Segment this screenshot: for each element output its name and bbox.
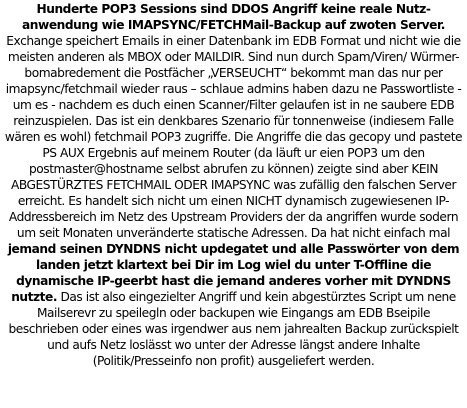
- article-body-part2: Das ist also eingezielter Angriff und kein abgestürztes Script um nene Mailserevr zu speilegln oder backupen wie Eingangs am EDB Bseipile beschrieben oder eines was irgendwer aus nem jahrealten Backup zurückspielt und aufs Netz loslässt wo unter der Adresse längst andere Inhalte (Politik/Presseinfo non profit) ausgeliefert werden.: [8, 290, 459, 368]
- article-text: [3, 1, 464, 369]
- article-body-bold: jemand seinen DYNDNS nicht updegatet und alle Passwörter von dem landen jetzt klartext bei Dir im Log wiel du unter T-Offline die dynamische IP-geerbt hast die jemand anderes vorher mit DYNDNS nutzte.: [7, 242, 460, 304]
- article-body-part1: Exchange speichert Emails in einer Datenbank im EDB Format und nicht wie die meisten anderen als MBOX oder MAILDIR. Sind nun durch Spam/Viren/ Würmer-bomabredement die Postfächer „VERSEUCHT“ bekommt man das nur per imapsync/fetchmail wieder raus – schlaue admins haben dazu ne Passwortliste - um es - nachdem es duch einen Scanner/Filter gelaufen ist in ne saubere EDB reinzuspielen. Das ist ein denkbares Szenario für tonnenweise (indiesem Falle wären es wohl) fetchmail POP3 zugriffe. Die Angriffe die das gecopy und pastete PS AUX Ergebnis auf meinem Router (da läuft ur eien POP3 um den postmaster@hostname selbst abrufen zu können) zeigte sind aber KEIN ABGESTÜRZTES FETCHMAIL ODER IMAPSYNC was zufällig den falschen Server erreicht. Es handelt sich nicht um einen NICHT dynamisch zugewiesenen IP-Addressbereich im Netz des Upstream Providers der da angriffen wurde sodern um seit Monaten unveränderte statische Adressen. Da hat nicht einfach mal: [4, 34, 463, 240]
- article-title: Hunderte POP3 Sessions sind DDOS Angriff keine reale Nutz- anwendung wie IMAPSYNC/FETCHMail-Backup auf zwoten Server.: [22, 2, 445, 32]
